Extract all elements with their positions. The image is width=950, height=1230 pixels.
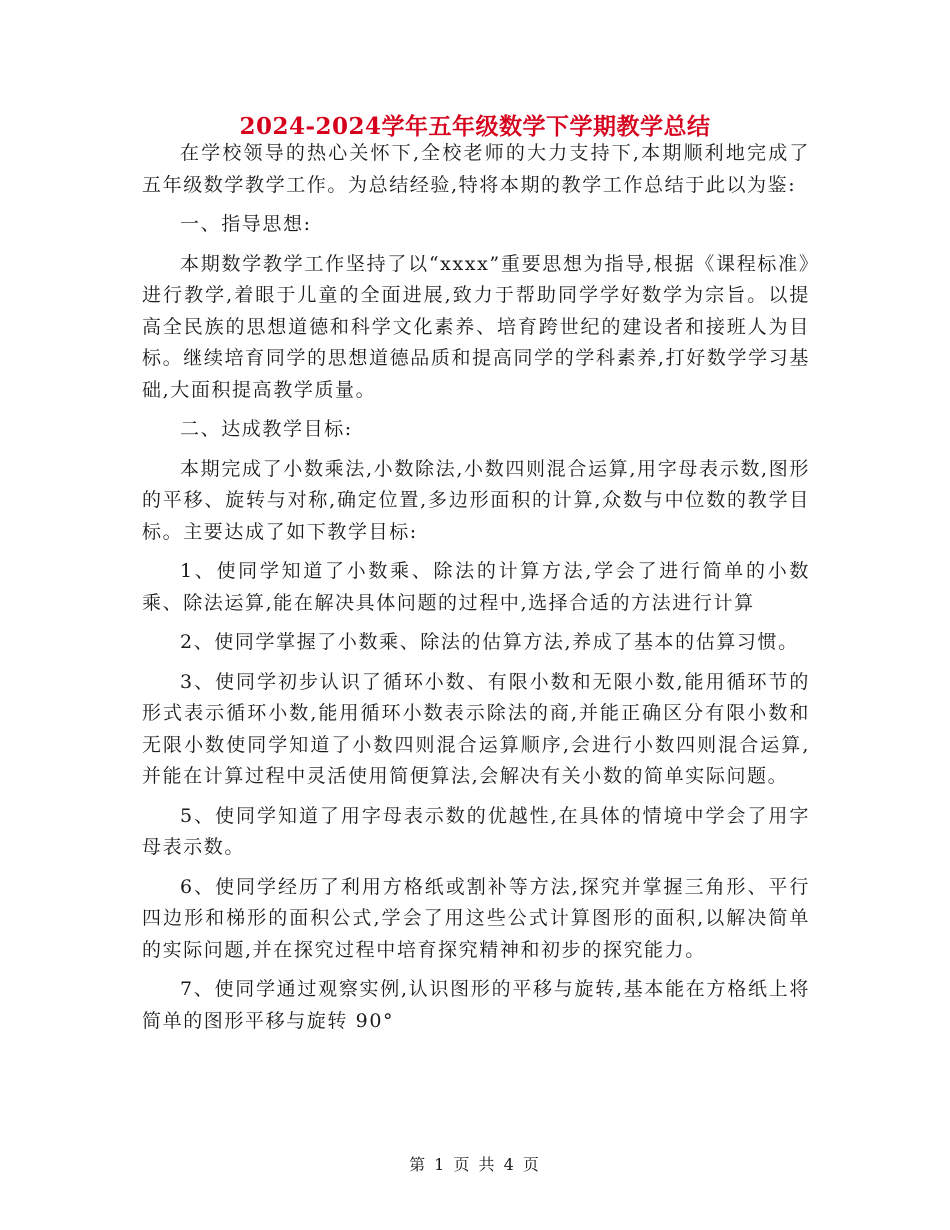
paragraph-teaching-goals: 本期完成了小数乘法,小数除法,小数四则混合运算,用字母表示数,图形的平移、旋转与对称,确定位置,多边形面积的计算,众数与中位数的教学目标。主要达成了如下教学目标: xyxy=(142,457,810,543)
goal-item-5: 5、使同学知道了用字母表示数的优越性,在具体的情境中学会了用字母表示数。 xyxy=(142,804,810,858)
goal-item-7: 7、使同学通过观察实例,认识图形的平移与旋转,基本能在方格纸上将简单的图形平移与旋转 90° xyxy=(142,978,810,1032)
goal-item-1: 1、使同学知道了小数乘、除法的计算方法,学会了进行简单的小数乘、除法运算,能在解决具体问题的过程中,选择合适的方法进行计算 xyxy=(142,560,810,614)
paragraph-intro: 在学校领导的热心关怀下,全校老师的大力支持下,本期顺利地完成了五年级数学教学工作。为总结经验,特将本期的教学工作总结于此以为鉴: xyxy=(142,142,810,196)
goal-item-3: 3、使同学初步认识了循环小数、有限小数和无限小数,能用循环节的形式表示循环小数,能用循环小数表示除法的商,并能正确区分有限小数和无限小数使同学知道了小数四则混合运算顺序,会进行小数四则混合运算,并能在计算过程中灵活使用简便算法,会解决有关小数的简单实际问题。 xyxy=(142,670,810,787)
document-body xyxy=(142,138,810,1045)
goal-item-2: 2、使同学掌握了小数乘、除法的估算方法,养成了基本的估算习惯。 xyxy=(180,631,799,653)
page-footer: 第 1 页 共 4 页 xyxy=(409,1155,541,1174)
document-title: 2024-2024学年五年级数学下学期教学总结 xyxy=(239,113,711,140)
paragraph-guiding-thought: 本期数学教学工作坚持了以“xxxx”重要思想为指导,根据《课程标准》进行教学,着眼于儿童的全面进展,致力于帮助同学学好数学为宗旨。以提高全民族的思想道德和科学文化素养、培育跨世纪的建设者和接班人为目标。继续培育同学的思想道德品质和提高同学的学科素养,打好数学学习基础,大面积提高教学质量。 xyxy=(142,252,810,401)
goal-item-6: 6、使同学经历了利用方格纸或割补等方法,探究并掌握三角形、平行四边形和梯形的面积公式,学会了用这些公式计算图形的面积,以解决简单的实际问题,并在探究过程中培育探究精神和初步的探究能力。 xyxy=(142,875,810,961)
section-heading-teaching-goals: 二、达成教学目标: xyxy=(180,418,353,440)
section-heading-guiding-thought: 一、指导思想: xyxy=(180,213,312,235)
